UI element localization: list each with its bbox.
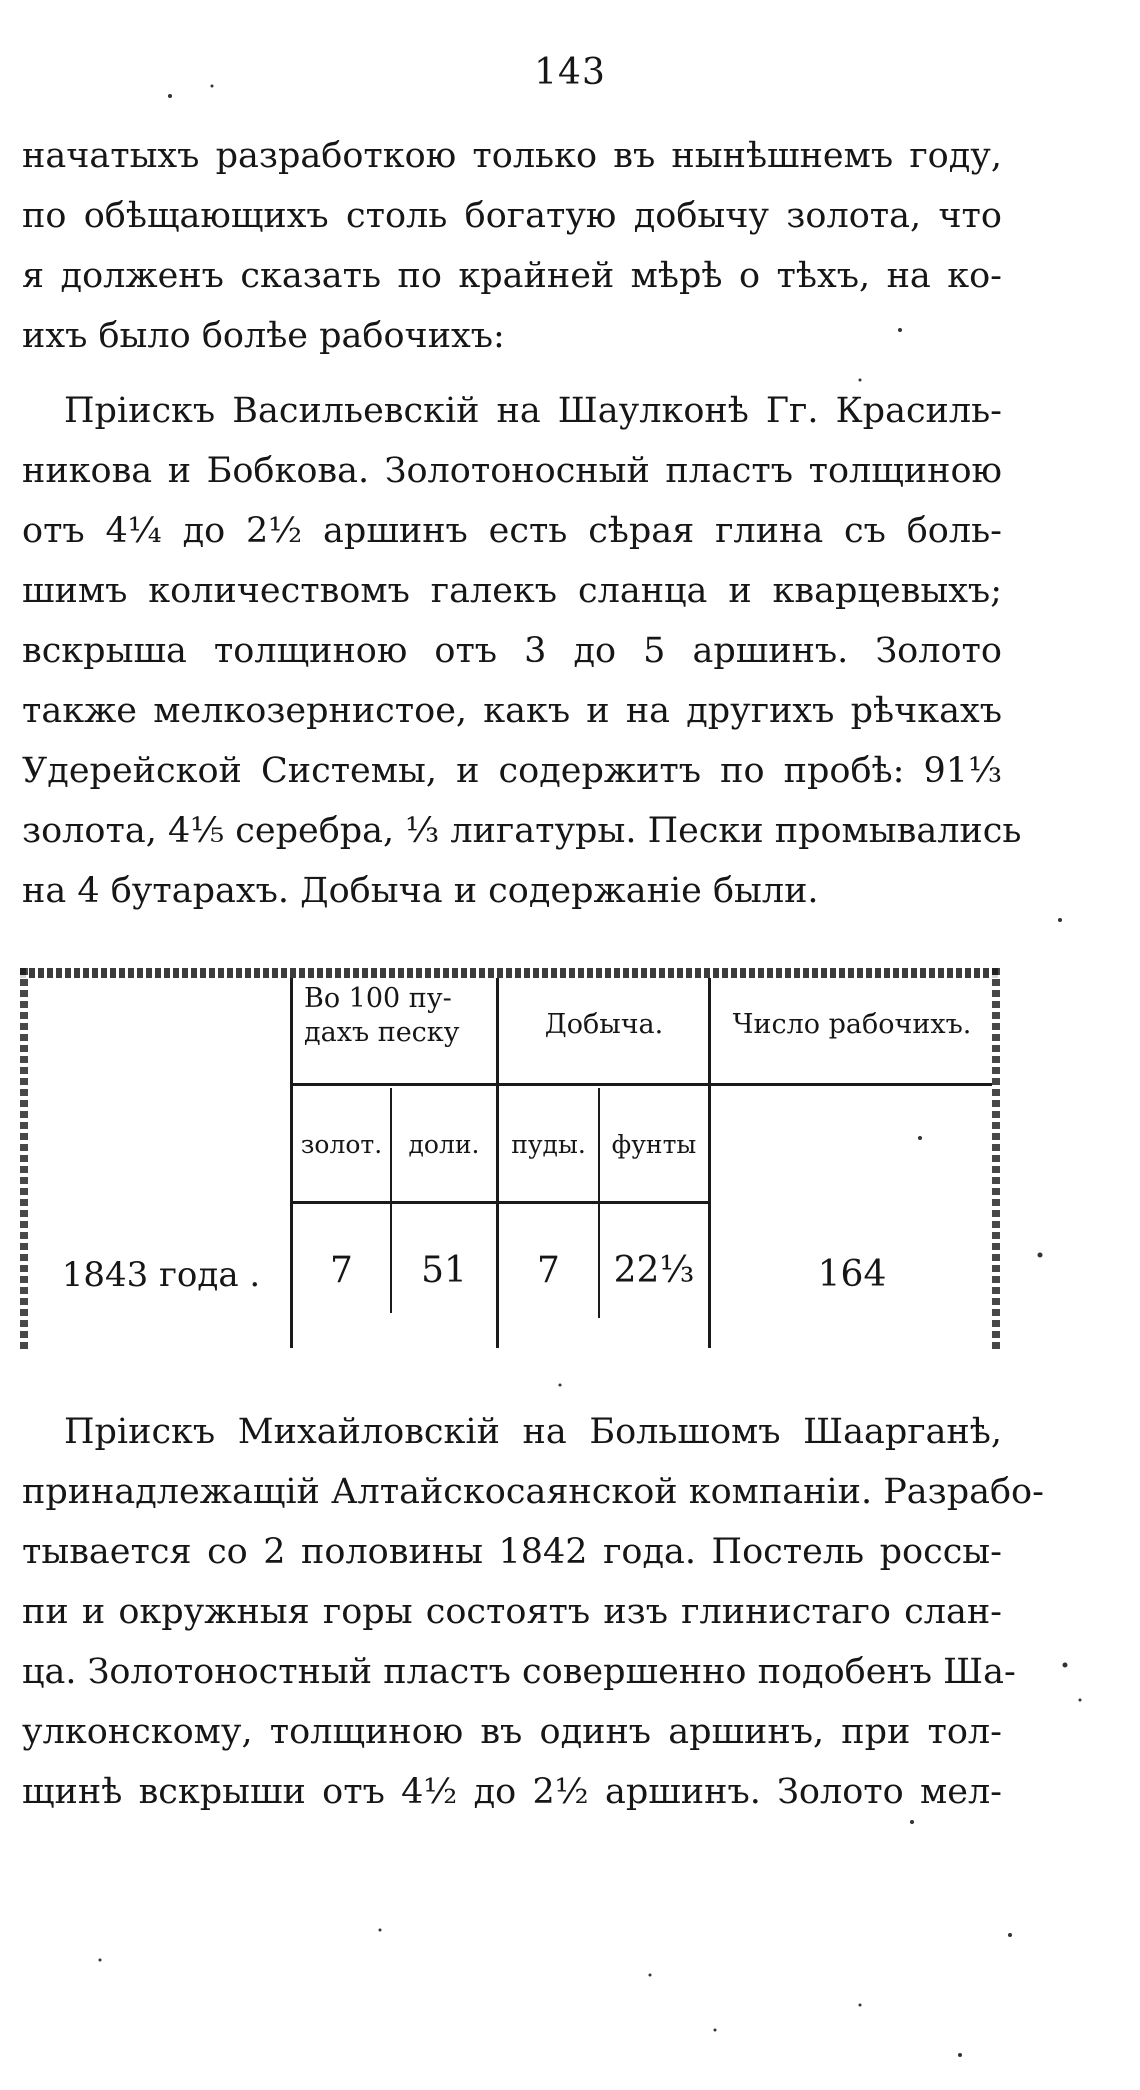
header-workers: Число рабочихъ.: [732, 1009, 972, 1040]
paragraph-2-line-4: шимъ количествомъ галекъ сланца и кварцевыхъ;: [22, 571, 1002, 611]
paragraph-2-line-7: Удерейской Системы, и содержитъ по пробѣ: 91⅓: [22, 751, 1002, 791]
paragraph-3-line-4: пи и окружныя горы состоятъ изъ глинистаго слан-: [22, 1592, 1002, 1632]
paragraph-2-line-5: вскрыша толщиною отъ 3 до 5 аршинъ. Золото: [22, 631, 1002, 671]
paragraph-2-line-9: на 4 бутарахъ. Добыча и содержанiе были.: [22, 871, 819, 911]
paragraph-2-line-3: отъ 4¼ до 2½ аршинъ есть сѣрая глина съ боль-: [22, 511, 1002, 551]
subheader-funty: фунты: [611, 1130, 697, 1159]
cell-funty: 22⅓: [613, 1250, 695, 1291]
paragraph-1-line-2: по обѣщающихъ столь богатую добычу золота, что: [22, 196, 1002, 236]
subheader-doli: доли.: [408, 1130, 480, 1159]
paragraph-3-line-1: Прiискъ Михайловскiй на Большомъ Шаарганѣ,: [64, 1412, 1002, 1452]
paragraph-3-line-6: улконскому, толщиною въ одинъ аршинъ, при тол-: [22, 1712, 1002, 1752]
paragraph-1-line-1: начатыхъ разработкою только въ нынѣшнемъ году,: [22, 136, 1002, 176]
paragraph-3-line-7: щинѣ вскрыши отъ 4½ до 2½ аршинъ. Золото мел-: [22, 1772, 1002, 1812]
subheader-zolot: золот.: [300, 1130, 383, 1159]
paragraph-3-line-3: тывается со 2 половины 1842 года. Постель россы-: [22, 1532, 1002, 1572]
row-label-year: 1843 года .: [61, 1255, 261, 1295]
header-per-100-puds-line-1: Во 100 пу-: [304, 983, 452, 1014]
header-per-100-puds-line-2: дахъ песку: [304, 1017, 460, 1048]
paragraph-2-line-1: Прiискъ Васильевскiй на Шаулконѣ Гг. Красиль-: [64, 391, 1002, 431]
page-number: 143: [534, 52, 606, 93]
paragraph-1-line-4: ихъ было болѣе рабочихъ:: [22, 316, 505, 356]
header-output: Добыча.: [544, 1009, 664, 1040]
paragraph-2-line-2: никова и Бобкова. Золотоносный пластъ толщиною: [22, 451, 1002, 491]
paragraph-3-line-2: принадлежащiй Алтайскосаянской компанiи. Разрабо-: [22, 1472, 1044, 1512]
paragraph-2-line-6: также мелкозернистое, какъ и на другихъ рѣчкахъ: [22, 691, 1002, 731]
subheader-pudy: пуды.: [511, 1130, 586, 1159]
cell-pudy: 7: [537, 1250, 560, 1291]
paragraph-1-line-3: я долженъ сказать по крайней мѣрѣ о тѣхъ, на ко-: [22, 256, 1002, 296]
paragraph-3-line-5: ца. Золотоностный пластъ совершенно подобенъ Ша-: [22, 1652, 1016, 1692]
cell-zolot: 7: [330, 1250, 353, 1291]
cell-doli: 51: [421, 1250, 467, 1291]
cell-workers: 164: [817, 1254, 887, 1295]
paragraph-2-line-8: золота, 4⅕ серебра, ⅓ лигатуры. Пески промывались: [22, 811, 1022, 851]
